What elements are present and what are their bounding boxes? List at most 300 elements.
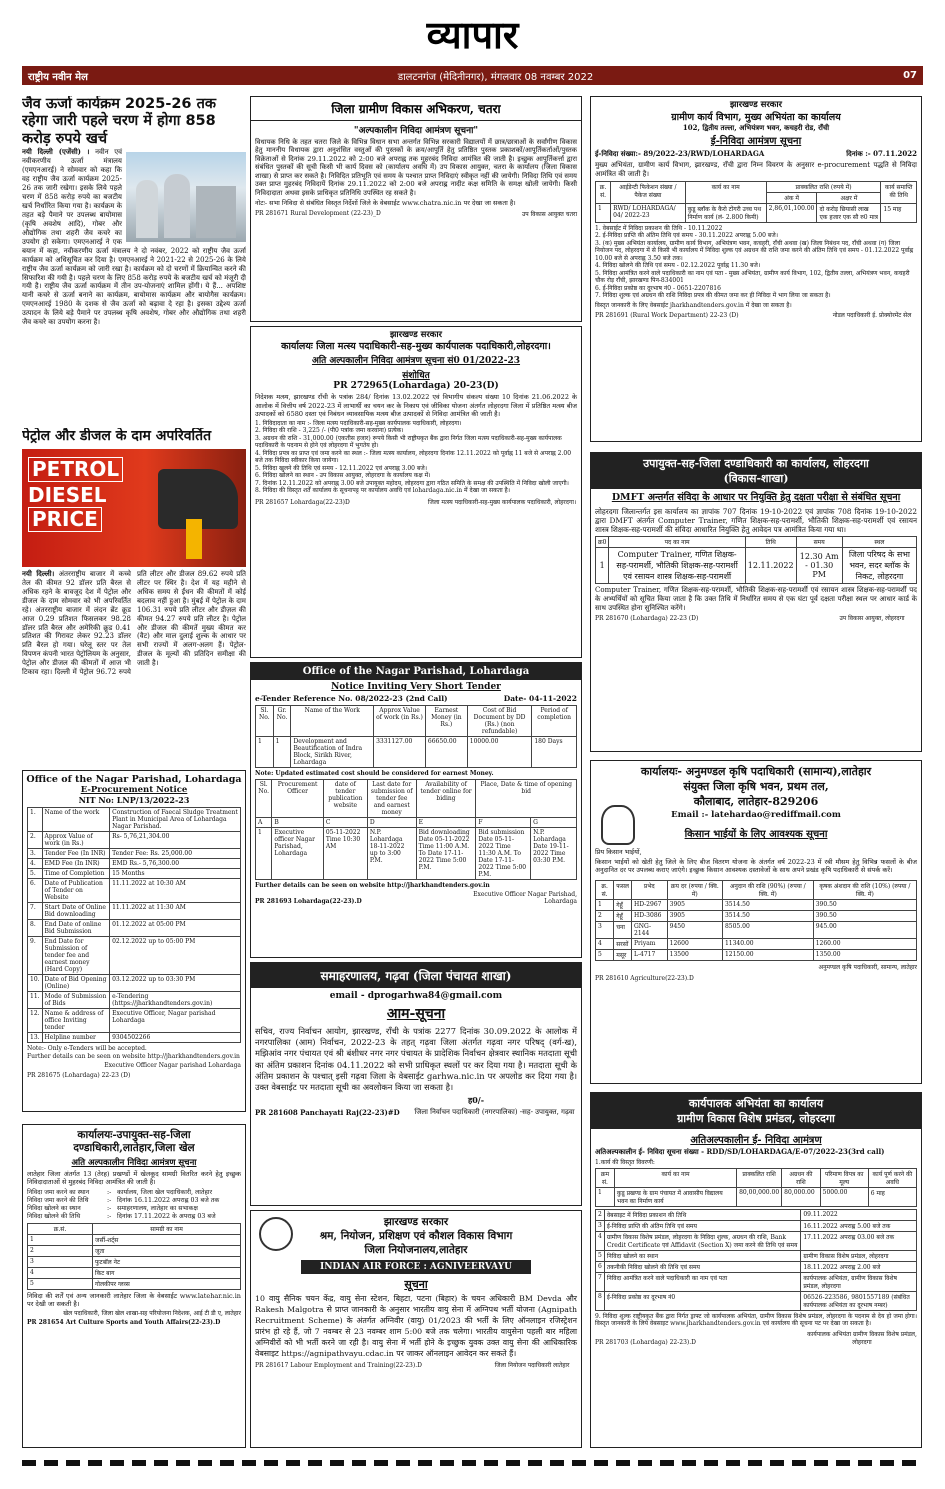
table-cell: Helpline number [42,1033,110,1043]
table-cell: Date of Publication of Tender on Website [42,879,110,903]
table-cell: 2. [28,832,43,849]
table-cell: 16.11.2022 अपराह्न 5.00 बजे तक [801,1220,917,1231]
column-header: आईडेन्टी फिकेशन संख्या / पैकेज संख्या [611,181,686,203]
schedule-row [27,1213,241,1221]
table-cell: End Date for Submission of tender fee and earnest money (Hard Copy) [42,937,110,975]
table-cell: RWD/ LOHARDAGA/ 04/ 2022-23 [611,203,686,222]
table-cell: 09.11.2022 [801,1209,917,1220]
table-row [596,548,917,584]
notice-body: किसान भाईयों को खेती हेतु जिले के लिए बीज वितरण योजना के अंतर्गत वर्ष 2022-23 में रबी मौसम हेतु विभिन्न फसलों के बीज अनुदानित दर पर उपलब्ध कराए जाएंगे। इच्छुक किसान आवश्यक दस्तावेजों के साथ अपने प्रखंड कृषि पदाधिकारी से संपर्क करें। [595,858,917,875]
notice-body: लातेहार जिला अंतर्गत 13 (तेरह) प्रखण्डों में खेलकूद सामग्री वितरित करने हेतु इच्छुक निविदादाताओं से मुहरबंद निविदा आमंत्रित की जाती है। [27,1170,241,1187]
column-header: Sl. No. [256,706,274,737]
table-cell: 4 [596,1231,605,1250]
table-cell: 1 [596,548,609,584]
table-cell: 5000.00 [820,1187,868,1206]
table-cell: कुडू प्रखण्ड के ग्राम पंचायत में आवासीय विद्यालय भवन का निर्माण कार्य [614,1187,736,1206]
column-group-header: प्राक्कलित राशि (रुपये में) [766,181,881,192]
table-cell: 2 [596,911,614,922]
table-header [596,1168,917,1187]
column-letter: E [416,818,476,828]
table-header [596,181,917,192]
table-cell: किट बाग [93,1268,241,1279]
work-table [595,1168,917,1207]
corrigendum: संशोधित [402,371,430,382]
dateline: नयी दिल्ली। [22,568,55,578]
column-header: Place, Date & time of opening bid [476,780,577,818]
table-cell: Bid submission Date 05-11-2022 Time 11:30 A.M. To Date 17-11-2022 Time 5:00 P.M. [476,828,531,880]
schedule-row [27,1189,241,1197]
table-cell: 10. [28,975,43,992]
table-cell: 945.00 [813,922,916,939]
tender-details-table [27,807,241,1043]
separator: :- [107,1196,112,1204]
table-row [596,1209,917,1220]
ad-subtitle: ग्रामीण विकास विशेष प्रमंडल, लोहरदगा [591,1111,921,1129]
notice-title: सूचना [404,1278,428,1291]
table-cell: 390.50 [813,900,916,911]
schedule-row [27,1197,241,1205]
table-cell: Development and Beautification of Indra Block, Sirikh River, Lohardaga [291,737,374,768]
table-row [596,1231,917,1250]
table-cell: 7 [596,1272,605,1291]
table-cell: 5 [28,1279,93,1290]
table-row [28,975,241,992]
table-cell: ई-निविदा प्रकोष्ठ का दूरभाष नं0 [604,1291,801,1310]
table-row [28,849,241,859]
ad-labour-latehar [250,1210,582,1448]
table-cell: ग्रामीण विकास विशेष प्रमंडल, लोहरदगा [801,1250,917,1261]
column-header: परिमाण विपत्र का मूल्य [820,1168,868,1187]
schedule-value: समाहरणालय, लातेहार का सभाकक्ष [117,1204,198,1212]
story-fuel-prices [22,428,246,766]
table-cell: 1260.00 [813,939,916,950]
gov-name: झारखण्ड सरकार [389,330,443,340]
list-item: 1. वेबसाईट में निविदा प्रकाशन की तिथि - 10.11.2022 [595,224,723,232]
table-cell: 15 माह [881,203,917,222]
column-header: सामग्री का नाम [93,1224,241,1235]
table-row [596,911,917,922]
table-row [256,818,577,828]
schedule-label: निविदा खोलने का स्थान [27,1204,81,1212]
items-table [27,1223,241,1290]
exam-table [595,536,917,584]
email: email - dprogarhwa84@gmail.com [329,991,503,1001]
ad-rwd [590,96,922,442]
table-cell: Tender Fee (In INR) [42,849,110,859]
pr-number: PR 281703 (Lohardaga) 22-23).D [595,1338,696,1346]
table-cell: 3514.50 [722,900,813,911]
schedule-table [255,779,577,880]
table-cell: गेहूँ [614,900,632,911]
table-row [596,1250,917,1261]
table-cell: Executive officer Nagar Parishad, Lohardaga [272,828,323,880]
table-row [28,1009,241,1033]
schedule-label: निविदा खोलने की तिथि [27,1213,81,1221]
table-cell: 12.11.2022 [745,548,796,584]
table-cell: 4 [28,1268,93,1279]
column-header: क्रय दर (रुपया / क्वि. में) [667,881,722,900]
dateline: नयी दिल्ली (एजेंसी) । [22,147,90,157]
table-cell: End Date of online Bid Submission [42,920,110,937]
table-row [256,737,577,768]
separator: :- [107,1188,112,1196]
list-item: 2. ई-निविदा प्राप्ति की अंतिम तिथि एवं समय - 30.11.2022 अपराह्न 5.00 बजे। [595,232,778,239]
nit-number: NIT No: LNP/13/2022-23 [78,795,190,805]
ad-fisheries [250,326,582,658]
signer: उप विकास आयुक्त चतरा [521,210,577,218]
column-header: Gr. No. [273,706,291,737]
image-word: PRICE [28,507,102,532]
table-cell: Bid downloading Date 05-11-2022 Time 11:00 A.M. To Date 17-11-2022 Time 5:00 P.M. [416,828,476,880]
table-cell: 11.11.2022 at 10:30 AM [110,879,241,903]
ad-title: कार्यालयः- अनुमण्डल कृषि पदाधिकारी (सामान्य),लातेहार [640,765,872,778]
table-row [28,920,241,937]
page-number: 07 [903,70,917,81]
table-cell: 17.11.2022 अपराह्न 03.00 बजे तक [801,1231,917,1250]
table-cell: Mode of Submission of Bids [42,992,110,1009]
ad-rural-special [590,1092,922,1448]
notice-body: सचिव, राज्य निर्वाचन आयोग, झारखण्ड, राँची के पत्रांक 2277 दिनांक 30.09.2022 के आलोक में नगरपालिका (आम) निर्वाचन, 2022-23 के तहत् गढ़वा जिला अंतर्गत गढ़वा नगर परिषद् (वर्ग-ख), मझिआंव नगर पंचायत एवं श्री बंशीधर नगर नगर पंचायत के प्रादेशिक निर्वाचन क्षेत्रवार स्थानिक मतदाता सूची का अंतिम प्रकाशन दिनांक 04.11.2022 को सभी प्राधिकृत स्थलों पर कर दिया गया है। मतदाता सूची के अंतिम प्रकाशन के पश्चात् इसी गढ़वा जिला के वेबसाईट garhwa.nic.in पर अपलोड कर दिया गया है। उक्त वेबसाईट पर मतदाता सूची का अवलोकन किया जा सकता है। [255,1026,577,1092]
table-row [596,939,917,950]
table-row [28,937,241,975]
table-header [596,537,917,548]
table-cell: 3. [28,849,43,859]
column-header: प्राक्कलित राशि [737,1168,782,1187]
table-cell: 3905 [667,911,722,922]
table-cell: Name & address of office Inviting tender [42,1009,110,1033]
column-header: Period of completion [532,706,577,737]
list-item: 2. निविदा की राशि - 3,225 /- (पी0 पत्रांक जमा करवाना) प्रत्येक। [255,427,404,435]
signer: नोडल पदाधिकारी ई. प्रोक्योरमेंट सेल [832,311,912,319]
table-header [256,780,577,818]
points-list [255,420,577,495]
table-cell: Construction of Faecal Sludge Treatment Plant in Municipal Area of Lohardaga Nagar Parishad. [110,808,241,832]
further-details: Further details can be seen on website http://jharkhandtenders.gov.in [255,882,490,890]
table-cell: Rs- 5,76,21,304.00 [110,832,241,849]
points-list [595,225,917,300]
column-header: क्र.सं. [28,1224,93,1235]
story-bioenergy [22,96,246,424]
greeting: प्रिय किसान भाईयों, [595,848,642,856]
table-cell: Priyam [632,939,668,950]
table-cell: 1350.00 [813,950,916,961]
address-line: संयुक्त जिला कृषि भवन, प्रथम तल, [683,780,829,793]
table-cell: निविदा खोलने का स्थान [604,1250,801,1261]
table-cell: ग्रामीण विकास विशेष प्रमंडल, लोहरदगा के निविदा शुल्क, अग्रधन की राशि, Bank Credit Certificate एवं Affidavit (Section X) जमा करने की तिथि एवं समय [604,1231,801,1250]
table-row [28,1257,241,1268]
table-cell: 1 [256,737,274,768]
column-header: Cost of Bid Document by DD (Rs.) (non refundable) [467,706,532,737]
table-cell: फुटबॉल नेट [93,1257,241,1268]
image-word: PETROL [28,457,123,482]
emblem-icon [259,1217,293,1251]
column-header: Last date for submission of tender fee and earnest money [367,780,416,818]
table-cell: 15 Months [110,869,241,879]
table-cell: 8505.00 [722,922,813,939]
notice-body: विधायक निधि के तहत चतरा जिले के विभिन्न विधान सभा अन्तर्गत विभिन्न सरकारी विद्यालयों में छात्र/छात्राओं के सर्वांगीण विकास हेतु माननीय विधायक द्वारा अनुशंसित वस्तुओं की पुस्तकों के क्रय/आपूर्ति हेतु प्रतिष्ठित पुस्तक प्रकाशकों/आपूर्तिकर्ताओं/पुस्तक विक्रेताओं से दिनांक 29.11.2022 को 2:00 बजे अपराह्न तक मुहरबंद निविदा आमंत्रित की जाती है। इच्छुक आपूर्तिकर्त्ता द्वारा संबंधित पुस्तकों की सूची किसी भी कार्य दिवस को (कार्यालय अवधि में) उप विकास आयुक्त, चतरा के कार्यालय (जिला विकास शाखा) से प्राप्त कर सकते है। निविदित प्रतिभूति एवं समय के पश्चात प्राप्त निविदाएं स्वीकृत नहीं की जायेगी। निविदा तिथि एवं समय उक्त प्राप्त मुहरबंद निविदायें दिनांक 29.11.2022 को 2:00 बजे अपराह्न नादीट कक्ष समिति के समक्ष खोली जायेगी। किसी निविदादाता अथवा इसके प्राधिकृत प्रतिनिधि उपस्थित रह सकते है। [255,138,577,197]
table-cell: 3 [596,1220,605,1231]
column-header: Name of the Work [291,706,374,737]
table-cell: सरसों [614,939,632,950]
pr-number: PR 281608 Panchayati Raj(22-23)#D [255,1108,400,1118]
table-row [596,900,917,911]
ad-dc-lohardaga [590,452,922,752]
work-table [255,705,577,768]
table-cell: 180 Days [532,737,577,768]
table-row [28,1279,241,1290]
signer: Executive Officer Nagar parishad Lohardaga [104,1062,241,1070]
table-cell: 18.11.2022 अपराह्न 2.00 बजे [801,1261,917,1272]
table-cell: HD-2967 [632,900,668,911]
list-item: 7. निविदा शुल्क एवं अग्रधन की राशि निविदा प्रपत्र की कीमत जमा कर ही निविदा में भाग लिया जा सकता है। [595,292,831,299]
column-letter: G [531,818,577,828]
table-row [28,992,241,1009]
table-cell: N.P. Lohardaga 18-11-2022 up to 3:00 P.M. [367,828,416,880]
column-header: अक्षर में [817,192,881,203]
table-cell: 3331127.00 [374,737,426,768]
table-cell: गेहूँ [614,911,632,922]
column-letter: A [256,818,272,828]
table-row [596,950,917,961]
table-cell: जूता [93,1246,241,1257]
list-item: 6. ई-निविदा प्रकोष्ठ का दूरभाष नं0 - 0651-2207816 [595,284,721,292]
list-item: 1. निविदादाता का नाम :- जिला मत्स्य पदाधिकारी-सह-मुख्य कार्यपालक पदाधिकारी, लोहरदगा। [255,419,462,427]
table-cell: 3514.50 [722,911,813,922]
table-cell: Executive Officer, Nagar parishad Lohardaga [110,1009,241,1033]
table-cell: 3 [28,1257,93,1268]
table-cell: 10000.00 [467,737,532,768]
list-item: 5. निविदा आमंत्रित करने वाले पदाधिकारी का नाम एवं पता - मुख्य अभियंता, ग्रामीण कार्य विभाग, 102, द्वितीय तल्ला, अभियंत्रण भवन, कचहरी चौक रोड़ राँची, झारखण्ड पिन-834001 [595,269,910,284]
table-cell: 5. [28,869,43,879]
column-header: अग्रधन की राशि [782,1168,820,1187]
table-cell: 6. [28,879,43,903]
image-word: DIESEL [28,482,107,507]
paper-name: राष्ट्रीय नवीन मेल [28,71,88,83]
table-cell: 5 [596,950,614,961]
note: Further details can be seen on website http://jharkhandtenders.gov.in [27,1053,240,1061]
table-cell: 6 [596,1261,605,1272]
ad-agriculture [590,760,922,1084]
schedule-value: दिनांक 16.11.2022 अपराह्न 03 बजे तक [117,1196,220,1204]
column-header: कृषक अंशदान की राशि (10%) (रुपया / क्वि. में) [813,881,916,900]
table-cell: 13500 [667,950,722,961]
column-header: कार्य का नाम [685,181,766,203]
table-row [28,808,241,832]
table-cell: 1 [596,1187,615,1206]
schedule-value: कार्यालय, जिला खेल पदाधिकारी, लातेहार [117,1188,213,1196]
table-cell: 80,00,000.00 [737,1187,782,1206]
table-cell: वेबसाइट में निविदा प्रकाशन की तिथि [604,1209,801,1220]
notice-foot: Computer Trainer, गणित शिक्षक-सह-परामर्शी, भौतिकी शिक्षक-सह-परामर्शी एवं रसायन शास्त्र शिक्षक-सह-परामर्शी पद के अभ्यर्थियों को सूचित किया जाता है कि उक्त तिथि में निर्धारित समय से एक घंटा पूर्व दक्षता परीक्षा स्थल पर आधार कार्ड के साथ उपस्थित होना सुनिश्चित करेंगे। [595,586,917,612]
table-cell: 3 [596,922,614,939]
column-header: समय [796,537,842,548]
table-row [596,1187,917,1206]
table-cell: कुडू ब्लॉक के कैरो टोंगरी उच्च पथ निर्माण कार्य (लं- 2.800 किमी) [685,203,766,222]
table-row [596,1261,917,1272]
table-cell: 4. [28,859,43,869]
column-header: पद का नाम [609,537,745,548]
table-row [596,922,917,939]
ad-np-eprocurement [22,770,246,1112]
table-row [28,869,241,879]
banner: INDIAN AIR FORCE : AGNIVEERVAYU [301,1260,531,1274]
table-cell: 1 [596,900,614,911]
table-cell: 12150.00 [722,950,813,961]
table-cell: 2,86,01,100.00 [766,203,817,222]
pr-number: PR 281670 (Lohardaga) 22-23 (D) [595,615,699,623]
table-cell: 4 [596,939,614,950]
schedule-label: निविदा जमा करने की तिथि [27,1196,89,1204]
schedule [27,1189,241,1222]
notice-title: अति अल्पकालीन निविदा आमंत्रण सूचना सं0 01/2022-23 [311,356,521,367]
column-header: Procurement Officer [272,780,323,818]
table-row [28,1246,241,1257]
section-title: व्यापार [426,13,519,57]
table-cell: Approx Value of work (in Rs.) [42,832,110,849]
table-row [28,859,241,869]
notice-title: ई-निविदा आमंत्रण सूचना [710,136,802,147]
table-cell: Start Date of Online Bid downloading [42,903,110,920]
photo-bioenergy-plant [126,152,246,242]
table-cell: Name of the work [42,808,110,832]
table-header [28,1224,241,1235]
schedule-row [27,1205,241,1213]
table-cell: Time of Completion [42,869,110,879]
ad-title: Office of the Nagar Parishad, Lohardaga [26,774,242,785]
table-cell: 8 [596,1291,605,1310]
column-header: date of tender publication website [323,780,367,818]
signer: जिला मत्स्य पदाधिकारी-सह-मुख्य कार्यपालक पदाधिकारी, लोहरदगा। [427,498,577,506]
table-row [256,828,577,880]
table-row [28,1235,241,1246]
table-cell: HD-3086 [632,911,668,922]
table-cell: 13. [28,1033,43,1043]
story-body: अंतरराष्ट्रीय बाजार में कच्चे तेल की कीमत 92 डॉलर प्रति बैरल से अधिक रहने के बावजूद देश में पेट्रोल और डीजल के दाम सोमवार को भी अपरिवर्तित रहे। अंतरराष्ट्रीय बाजार में लंदन ब्रेंट क्रूड आज 0.29 प्रतिशत फिसलकर 98.28 डॉलर प्रति बैरल और अमेरिकी क्रूड 0.41 प्रतिशत की गिरावट लेकर 92.23 डॉलर प्रति बैरल हो गया। घरेलू स्तर पर तेल विपणन कंपनी भारत पेट्रोलियम के अनुसार, पेट्रोल और डीजल की कीमतों में आज भी टिकाव रहा। दिल्ली में पेट्रोल 96.72 रुपये प्रति लीटर और डीजल 89.62 रुपये प्रति लीटर पर स्थिर है। देश में यह महीने से अधिक समय से ईंधन की कीमतों में कोई बदलाव नहीं हुआ है। मुंबई में पेट्रोल के दाम 106.31 रुपये प्रति लीटर और डीज़ल की कीमत 94.27 रुपये प्रति लीटर है। पेट्रोल और डीजल की कीमतें मुख्य कीमत कर (वैट) और माल दुलाई शुल्क के आधार पर सभी राज्यों में अलग-अलग हैं। पेट्रोल-डीजल के मूल्यों की प्रतिदिन समीक्षा की जाती है। [22,569,246,677]
notice-body: मुख्य अभियंता, ग्रामीण कार्य विभाग, झारखण्ड, राँची द्वारा निम्न विवरण के अनुसार e-procurement पद्धति से निविदा आमंत्रित की जाती है। [595,161,917,178]
note: Note: Updated estimated cost should be considered for earnest Money. [255,770,494,777]
table-cell: 1. [28,808,43,832]
table-row [596,203,917,222]
headline: जैव ऊर्जा कार्यक्रम 2025-26 तक रहेगा जारी पहले चरण में होगा 858 करोड़ रुपये खर्च [22,96,216,147]
photo-petrol-price [22,449,246,567]
signer: जिला नियोजन पदाधिकारी लातेहार [494,1362,570,1370]
pr-number: PR 281691 (Rural Work Department) 22-23 (D) [595,311,739,319]
sd: ह0/- [467,1095,485,1106]
table-cell: 03.12.2022 up to 03:30 PM [110,975,241,992]
table-cell: EMD Fee (In INR) [42,859,110,869]
section-line: 1.कार्य की विस्तृत विवरणी: [595,1158,655,1166]
table-cell: 3905 [667,900,722,911]
column-header: कार्य का नाम [614,1168,736,1187]
notice-title: किसान भाईयों के लिए आवश्यक सूचना [684,829,828,840]
table-cell: 8. [28,920,43,937]
column-header: तिथि [745,537,796,548]
ad-title: उपायुक्त-सह-जिला दण्डाधिकारी का कार्यालय, लोहरदगा [591,453,921,471]
table-cell: 7. [28,903,43,920]
table-cell: निविदा आमंत्रित करने वाले पदाधिकारी का नाम एवं पता [604,1272,801,1291]
table-cell: L-4717 [632,950,668,961]
tender-date: Date- 04-11-2022 [503,694,577,703]
emblem-icon [601,805,635,845]
table-cell: जिला परिषद के सभा भवन, सदर ब्लॉक के निकट, लोहरदगा [842,548,916,584]
column-header: Availability of tender online for biding [416,780,476,818]
column-header: स्थल [842,537,916,548]
schedule-label: निविदा जमा करने का स्थान [27,1188,90,1196]
separator: :- [107,1213,112,1221]
table-cell: N.P. Lohardaga Date 19-11-2022 Time 03:30 P.M. [531,828,577,880]
table-cell: 02.12.2022 up to 05:00 PM [110,937,241,975]
table-cell: ई-निविदा प्राप्ति की अंतिम तिथि एवं समय [604,1220,801,1231]
office-name: कार्यालयः जिला मत्स्य पदाधिकारी-सह-मुख्य कार्यपालक पदाधिकारी,लोहरदगा। [281,341,551,352]
masthead-bar [22,66,923,85]
masthead [0,0,945,92]
schedule-table [595,1209,917,1311]
column-header: क्रम सं. [596,1168,615,1187]
table-row [28,879,241,903]
gov-name: झारखण्ड सरकार [729,100,783,110]
pr-heading: PR 272965(Lohardaga) 20-23(D) [333,381,499,392]
table-cell: जर्सी-शर्ट्स [93,1235,241,1246]
signer: उप विकास आयुक्त, लोहरदगा [839,615,905,623]
list-item: 7. दिनांक 12.11.2022 को अपराह्न 3.00 बजे उपायुक्त महोदय, लोहरदगा द्वारा गठित समिति के समक्ष की उपस्थिति में निविदा खोली जाएगी। [255,479,569,487]
table-cell: 11. [28,992,43,1009]
column-header: कार्य समाप्ति की तिथि [881,181,917,203]
notice-title: आम-सूचना [386,1006,446,1022]
dept-name: श्रम, नियोजन, प्रशिक्षण एवं कौशल विकास विभाग [319,1230,513,1242]
table-cell: 11.11.2022 at 11:30 AM [110,903,241,920]
column-header: अनुदान की राशि (90%) (रुपया / क्वि. में) [722,881,813,900]
ad-np-short-tender [250,662,582,958]
tender-date: दिनांक :- 07.11.2022 [846,149,917,158]
table-header [596,881,917,900]
table-cell: 80,000.00 [782,1187,820,1206]
ad-title: Office of the Nagar Parishad, Lohardaga [251,663,581,680]
table-cell: 06526-223586, 9801557189 (संबंधित कार्यपालक अभियंता का दूरभाष नम्बर) [801,1291,917,1310]
table-cell: GNG-2144 [632,922,668,939]
table-header [256,706,577,737]
column-header: फसल [614,881,632,900]
notice-body: लोहरदगा जिलान्तर्गत इस कार्यालय का ज्ञापांक 707 दिनांक 19-10-2022 एवं ज्ञापांक 708 दिनांक 19-10-2022 द्वारा DMFT अंतर्गत Computer Trainer, गणित शिक्षक-सह-परामर्शी, भौतिकी शिक्षक-सह-परामर्शी एवं रसायन शास्त्र शिक्षक-सह-परामर्शी की संविदा आधारित नियुक्ति हेतु आवेदन पत्र आमंत्रित किया गया था। [595,506,917,535]
table-cell: 12600 [667,939,722,950]
ad-title: कार्यपालक अभियंता का कार्यालय [591,1093,921,1111]
notice-body: निदेशक मत्स्य, झारखण्ड राँची के पत्रांक 284/ दिनांक 13.02.2022 एवं विभागीय संकल्प संख्या 10 दिनांक 21.06.2022 के आलोक में वित्तीय वर्ष 2022-23 में लाभार्थी का चयन कर के निकाय एवं जीविका योजना अंतर्गत लोहरदगा जिला में प्रतिष्ठित मत्स्य बीज उत्पादकों को 6580 दस्ता एवं निबंधन व्यावसायिक मत्स्य बीज उत्पादकों से निविदा आमंत्रित की जाती है। [255,393,577,418]
address: 102, द्वितीय तल्ला, अभियंत्रण भवन, कचहरी रोड, राँची [682,123,830,132]
banner: DMFT अन्तर्गत संविदा के आधार पर नियुक्ति हेतु दक्षता परीक्षा से संबंधित सूचना [611,492,901,503]
signer: खेल पदाधिकारी, जिला खेल शाखा-सह परियोजना निदेशक, आई टी डी ए, लातेहार [63,1310,241,1318]
tender-ref: अतिअल्पकालीन ई- निविदा सूचना संख्या - RDD/SD/LOHARDAGA/E-07/2022-23(3rd call) [595,1147,885,1156]
table-cell: Computer Trainer, गणित शिक्षक-सह-परामर्शी, भौतिकी शिक्षक-सह-परामर्शी एवं रसायन शास्त्र शिक्षक-सह-परामर्शी [609,548,745,584]
list-item: 5. निविदा खुलने की तिथि एवं समय - 12.11.2022 एवं अपराह्न 3.00 बजे। [255,464,428,472]
table-cell: 9450 [667,922,722,939]
table-cell: e-Tendering (https://jharkhandtenders.gov.in) [110,992,241,1009]
table-row [28,1033,241,1043]
column-letter: D [367,818,416,828]
pr-number: PR 281654 Art Culture Sports and Youth Affairs(22-23).D [27,1318,221,1326]
pr-number: PR 281671 Rural Development (22-23)_D [255,209,381,217]
table-cell: 05-11-2022 Time 10:30 AM [323,828,367,880]
column-header: कार्य पूर्ण करने की अवधि [868,1168,916,1187]
table-cell: 12.30 Am - 01.30 PM [796,548,842,584]
column-header: क्र0 [596,537,609,548]
signer: Executive Officer Nagar Parishad, Lohardaga [473,891,577,906]
table-cell: चना [614,922,632,939]
table-cell: Tender Fee: Rs. 25,000.00 [110,849,241,859]
colour-strip [22,1460,922,1466]
column-header: प्रभेद [632,881,668,900]
table-row [596,1220,917,1231]
list-item: 3. अग्रधन की राशि - 31,000.00 (एकतीस हजार) रूपये किसी भी राष्ट्रीयकृत बैंक द्वारा निर्गत जिला मत्स्य पदाधिकारी-सह-मुख्य कार्यपालक पदाधिकारी के पदनाम से होने एवं लोहरदगा में भुगतेय हो। [255,434,562,450]
notice-title: अति अल्पकालीन निविदा आमंत्रण सूचना [71,1158,197,1169]
